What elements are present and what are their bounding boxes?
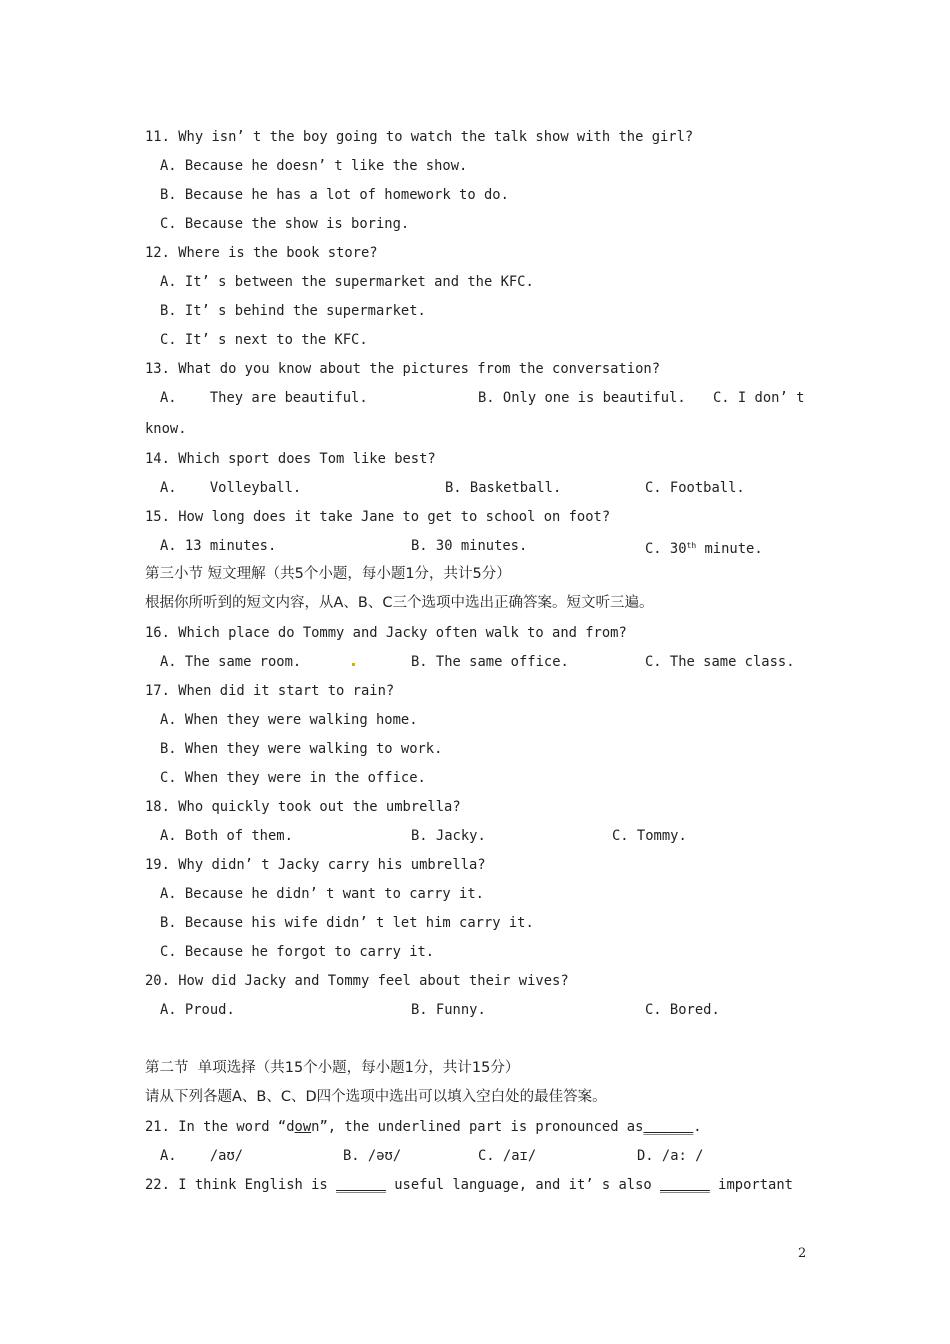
answer-blank: ______ [643, 1119, 694, 1135]
question-15-option-c: C. 30th minute. [645, 541, 763, 557]
question-17-option-a: A. When they were walking home. [160, 712, 418, 728]
question-20-option-b: B. Funny. [411, 1002, 486, 1018]
question-12-option-b: B. It’ s behind the supermarket. [160, 303, 426, 319]
question-20-stem: 20. How did Jacky and Tommy feel about their wives? [145, 973, 569, 989]
page-number: 2 [798, 1246, 807, 1261]
question-13-option-a: A. They are beautiful. [160, 390, 368, 406]
question-16-stem: 16. Which place do Tommy and Jacky often walk to and from? [145, 625, 627, 641]
part-2-instruction: 请从下列各题A、B、C、D四个选项中选出可以填入空白处的最佳答案。 [145, 1089, 607, 1105]
question-14-option-a: A. Volleyball. [160, 480, 302, 496]
question-17-option-b: B. When they were walking to work. [160, 741, 443, 757]
question-12-option-a: A. It’ s between the supermarket and the KFC. [160, 274, 534, 290]
question-16-option-c: C. The same class. [645, 654, 795, 670]
question-18-option-c: C. Tommy. [612, 828, 687, 844]
stray-mark [352, 663, 355, 666]
ordinal-superscript: th [686, 541, 697, 550]
question-14-stem: 14. Which sport does Tom like best? [145, 451, 436, 467]
section-3-title: 第三小节 短文理解（共5个小题，每小题1分，共计5分） [145, 566, 511, 582]
question-19-option-c: C. Because he forgot to carry it. [160, 944, 435, 960]
answer-blank: ______ [336, 1177, 386, 1193]
question-21-option-d: D. /a: / [637, 1148, 704, 1164]
question-21-option-c: C. /aɪ/ [478, 1148, 537, 1164]
question-20-option-c: C. Bored. [645, 1002, 720, 1018]
question-13-option-c-continued: know. [145, 421, 187, 437]
question-15-option-b: B. 30 minutes. [411, 538, 528, 554]
question-13-option-b: B. Only one is beautiful. [478, 390, 686, 406]
question-17-option-c: C. When they were in the office. [160, 770, 426, 786]
question-15-option-a: A. 13 minutes. [160, 538, 277, 554]
question-19-option-a: A. Because he didn’ t want to carry it. [160, 886, 484, 902]
question-12-stem: 12. Where is the book store? [145, 245, 378, 261]
question-21-stem: 21. In the word “down”, the underlined part is pronounced as______. [145, 1119, 702, 1135]
question-18-option-b: B. Jacky. [411, 828, 486, 844]
answer-blank: ______ [660, 1177, 710, 1193]
question-22-stem: 22. I think English is ______ useful language, and it’ s also ______ important [145, 1177, 793, 1193]
question-11-option-c: C. Because the show is boring. [160, 216, 410, 232]
question-16-option-a: A. The same room. [160, 654, 302, 670]
question-21-option-a: A. /aʊ/ [160, 1148, 244, 1164]
question-17-stem: 17. When did it start to rain? [145, 683, 395, 699]
question-20-option-a: A. Proud. [160, 1002, 235, 1018]
section-3-instruction: 根据你所听到的短文内容，从A、B、C三个选项中选出正确答案。短文听三遍。 [145, 595, 654, 611]
question-11-stem: 11. Why isn’ t the boy going to watch the talk show with the girl? [145, 129, 694, 145]
part-2-title: 第二节 单项选择（共15个小题，每小题1分，共计15分） [145, 1060, 520, 1076]
question-19-option-b: B. Because his wife didn’ t let him carry it. [160, 915, 534, 931]
underlined-letters: ow [294, 1119, 312, 1135]
question-13-stem: 13. What do you know about the pictures from the conversation? [145, 361, 660, 377]
question-14-option-c: C. Football. [645, 480, 745, 496]
question-16-option-b: B. The same office. [411, 654, 569, 670]
question-14-option-b: B. Basketball. [445, 480, 562, 496]
question-11-option-a: A. Because he doesn’ t like the show. [160, 158, 468, 174]
question-21-option-b: B. /əʊ/ [343, 1148, 402, 1164]
question-15-stem: 15. How long does it take Jane to get to school on foot? [145, 509, 611, 525]
question-18-option-a: A. Both of them. [160, 828, 293, 844]
question-12-option-c: C. It’ s next to the KFC. [160, 332, 368, 348]
question-18-stem: 18. Who quickly took out the umbrella? [145, 799, 461, 815]
question-11-option-b: B. Because he has a lot of homework to do. [160, 187, 509, 203]
question-13-option-c: C. I don’ t [713, 390, 805, 406]
question-19-stem: 19. Why didn’ t Jacky carry his umbrella? [145, 857, 486, 873]
